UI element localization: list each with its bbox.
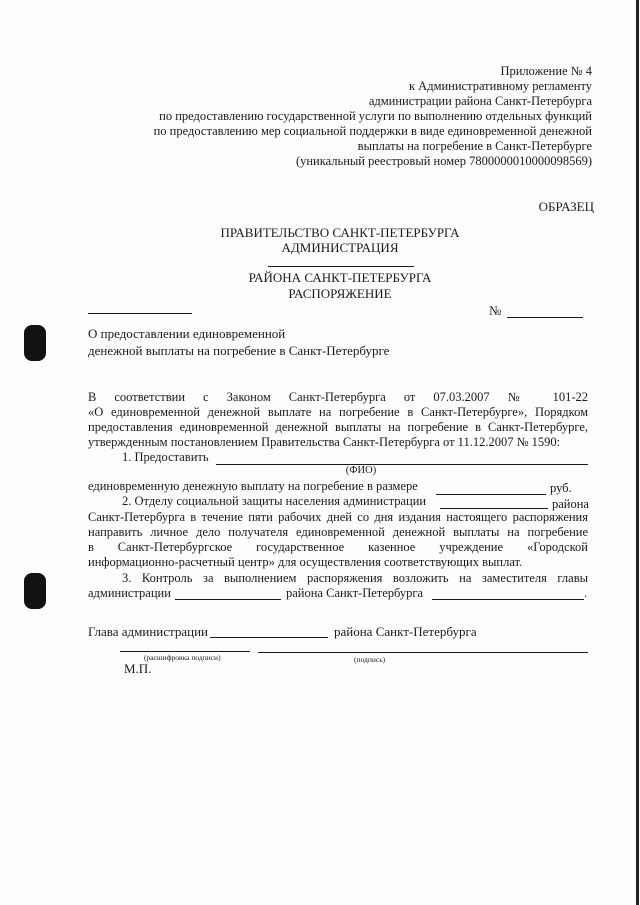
item-2-line-3: направить личное дело получателя единовременной денежной выплаты на погребение (88, 525, 588, 539)
item-2-district-word: района (552, 497, 589, 511)
appendix-line-5: по предоставлению мер социальной поддержки в виде единовременной денежной (153, 124, 592, 138)
appendix-line-3: администрации района Санкт-Петербурга (368, 94, 592, 108)
item-1-continuation: единовременную денежную выплату на погребение в размере (88, 479, 418, 493)
head-district-text: района Санкт-Петербурга (334, 624, 477, 639)
punch-hole-bottom (24, 573, 46, 609)
seal-place: М.П. (124, 661, 152, 676)
preamble-line-2: «О единовременной денежной выплате на погребение в Санкт-Петербурге», Порядком (88, 405, 588, 419)
number-blank-line (507, 317, 583, 318)
number-sign: № (489, 303, 502, 318)
punch-hole-top (24, 325, 46, 361)
district-title: РАЙОНА САНКТ-ПЕТЕРБУРГА (248, 270, 432, 285)
fio-caption: (ФИО) (345, 465, 377, 476)
head-label: Глава администрации (88, 624, 209, 639)
sample-mark: ОБРАЗЕЦ (538, 199, 594, 214)
decryption-line (120, 651, 250, 652)
item-3-line-1: 3. Контроль за выполнением распоряжения возложить на заместителя главы (122, 571, 588, 585)
admin-blank-line-1 (440, 508, 548, 509)
appendix-line-6: выплаты на погребение в Санкт-Петербурге (357, 139, 592, 153)
administration-title: АДМИНИСТРАЦИЯ (281, 240, 399, 255)
deputy-blank-line (175, 599, 281, 600)
subject-line-1: О предоставлении единовременной (88, 326, 286, 341)
preamble-line-3: предоставления единовременной денежной выплаты на погребение в Санкт-Петербурге, (88, 420, 588, 434)
government-title: ПРАВИТЕЛЬСТВО САНКТ-ПЕТЕРБУРГА (220, 225, 460, 240)
item-2-line-5: информационно-расчетный центр» для осуществления соответствующих выплат. (88, 555, 523, 569)
currency-label: руб. (550, 481, 572, 495)
appendix-line-2: к Административному регламенту (408, 79, 592, 93)
preamble-line-1: В соответствии с Законом Санкт-Петербурга от 07.03.2007 № 101-22 (88, 390, 588, 404)
item-1-label: 1. Предоставить (122, 450, 209, 464)
item-2-line-4: в Санкт-Петербургское государственное казенное учреждение «Городской (88, 540, 588, 554)
subject-line-2: денежной выплаты на погребение в Санкт-Петербурге (88, 343, 390, 358)
binder-edge (636, 0, 639, 905)
item-3-district-text: района Санкт-Петербурга (286, 586, 424, 600)
item-3-period: . (584, 586, 588, 600)
district-blank-line (268, 266, 414, 267)
appendix-line-4: по предоставлению государственной услуги по выполнению отдельных функций (159, 109, 592, 123)
amount-blank-line (436, 494, 546, 495)
signature-line (258, 652, 588, 653)
item-2-line-2: Санкт-Петербурга в течение пяти рабочих дней со дня издания настоящего распоряжения (88, 510, 588, 524)
appendix-number: Приложение № 4 (500, 64, 592, 78)
decryption-caption: (расшифровка подписи) (144, 653, 221, 662)
item-2-line-1: 2. Отделу социальной защиты населения администрации (122, 494, 427, 508)
order-title: РАСПОРЯЖЕНИЕ (288, 286, 392, 301)
item-3-admin-word: администрации (88, 586, 171, 600)
signature-caption: (подпись) (354, 655, 386, 664)
date-blank-line (88, 313, 192, 314)
head-blank-line (210, 637, 328, 638)
registry-number: (уникальный реестровый номер 7800000010000098569) (295, 154, 592, 168)
preamble-line-4: утвержденным постановлением Правительства Санкт-Петербурга от 11.12.2007 № 1590: (88, 435, 561, 449)
deputy-name-blank-line (432, 599, 584, 600)
